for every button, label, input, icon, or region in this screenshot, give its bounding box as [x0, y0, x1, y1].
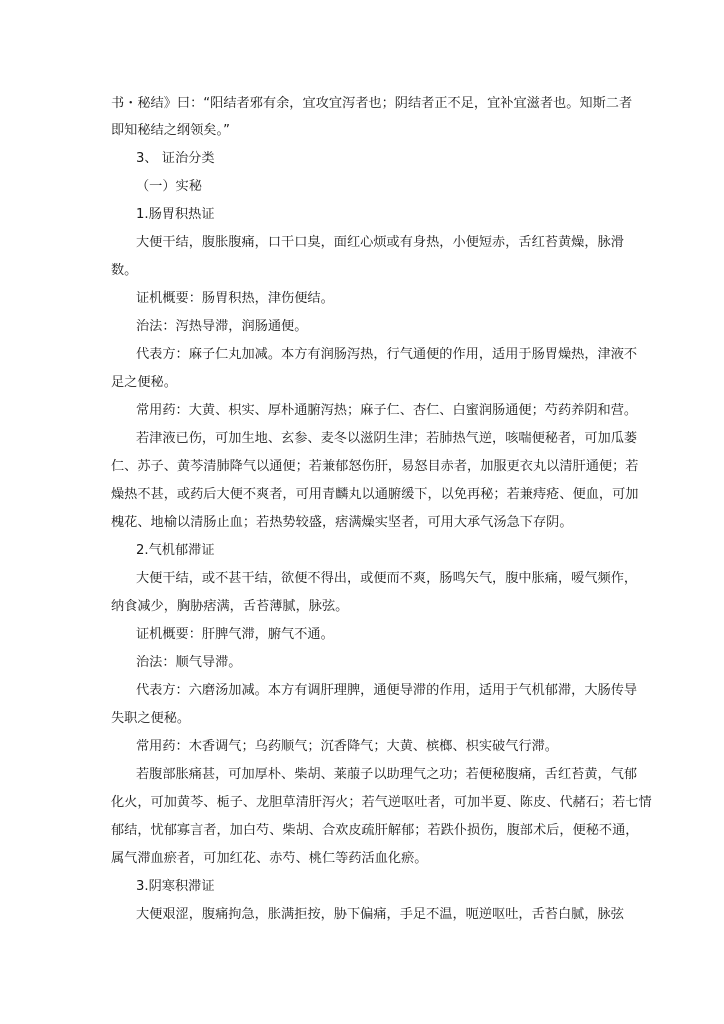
text-line: 治法：顺气导滞。 [136, 655, 242, 670]
text-line: 大便干结，或不甚干结，欲便不得出，或便而不爽，肠鸣矢气，腹中胀痛，嗳气频作， [136, 571, 638, 586]
text-line: 足之便秘。 [111, 375, 177, 390]
text-line: 燥热不甚，或药后大便不爽者，可用青麟丸以通腑缓下，以免再秘；若兼痔疮、便血，可加 [111, 487, 639, 502]
syndrome-heading: 3.阴寒积滞证 [136, 879, 215, 894]
text-line: 仁、苏子、黄芩清肺降气以通便；若兼郁怒伤肝，易怒目赤者，加服更衣丸以清肝通便；若 [111, 459, 639, 474]
text-line: 纳食减少，胸胁痞满，舌苔薄腻，脉弦。 [111, 599, 349, 614]
text-line: 代表方：六磨汤加减。本方有调肝理脾，通便导滞的作用，适用于气机郁滞，大肠传导 [136, 683, 638, 698]
text-line: 郁结，忧郁寡言者，加白芍、柴胡、合欢皮疏肝解郁；若跌仆损伤，腹部术后，便秘不通， [111, 823, 639, 838]
text-line: 属气滞血瘀者，可加红花、赤芍、桃仁等药活血化瘀。 [111, 851, 428, 866]
text-line: 常用药：大黄、枳实、厚朴通腑泻热；麻子仁、杏仁、白蜜润肠通便；芍药养阴和营。 [136, 403, 638, 418]
section-heading: 3、 证治分类 [136, 151, 215, 166]
text-line: 若津液已伤，可加生地、玄参、麦冬以滋阴生津；若肺热气逆，咳喘便秘者，可加瓜蒌 [136, 431, 638, 446]
syndrome-heading: 2.气机郁滞证 [136, 543, 215, 558]
text-line: 书・秘结》曰：“阳结者邪有余，宜攻宜泻者也；阴结者正不足，宜补宜滋者也。知斯二者 [111, 96, 633, 111]
text-line: 数。 [111, 263, 138, 278]
text-line: 治法：泻热导滞，润肠通便。 [136, 319, 308, 334]
text-line: 大便干结，腹胀腹痛，口干口臭，面红心烦或有身热，小便短赤，舌红苔黄燥，脉滑 [136, 235, 624, 250]
text-line: 常用药：木香调气；乌药顺气；沉香降气；大黄、槟榔、枳实破气行滞。 [136, 739, 558, 754]
text-line: 代表方：麻子仁丸加减。本方有润肠泻热，行气通便的作用，适用于肠胃燥热，津液不 [136, 347, 638, 362]
text-line: 证机概要：肠胃积热，津伤便结。 [136, 291, 334, 306]
text-line: 即知秘结之纲领矣。” [111, 123, 230, 138]
text-line: 若腹部胀痛甚，可加厚朴、柴胡、莱菔子以助理气之功；若便秘腹痛，舌红苔黄，气郁 [136, 767, 638, 782]
text-line: 槐花、地榆以清肠止血；若热势较盛，痞满燥实坚者，可用大承气汤急下存阴。 [111, 515, 573, 530]
text-line: 大便艰涩，腹痛拘急，胀满拒按，胁下偏痛，手足不温，呃逆呕吐，舌苔白腻，脉弦 [136, 907, 624, 922]
subsection-heading: （一）实秘 [136, 179, 202, 194]
syndrome-heading: 1.肠胃积热证 [136, 207, 215, 222]
text-line: 证机概要：肝脾气滞，腑气不通。 [136, 627, 334, 642]
text-line: 失职之便秘。 [111, 711, 191, 726]
text-line: 化火，可加黄芩、栀子、龙胆草清肝泻火；若气逆呕吐者，可加半夏、陈皮、代赭石；若七情 [111, 795, 652, 810]
